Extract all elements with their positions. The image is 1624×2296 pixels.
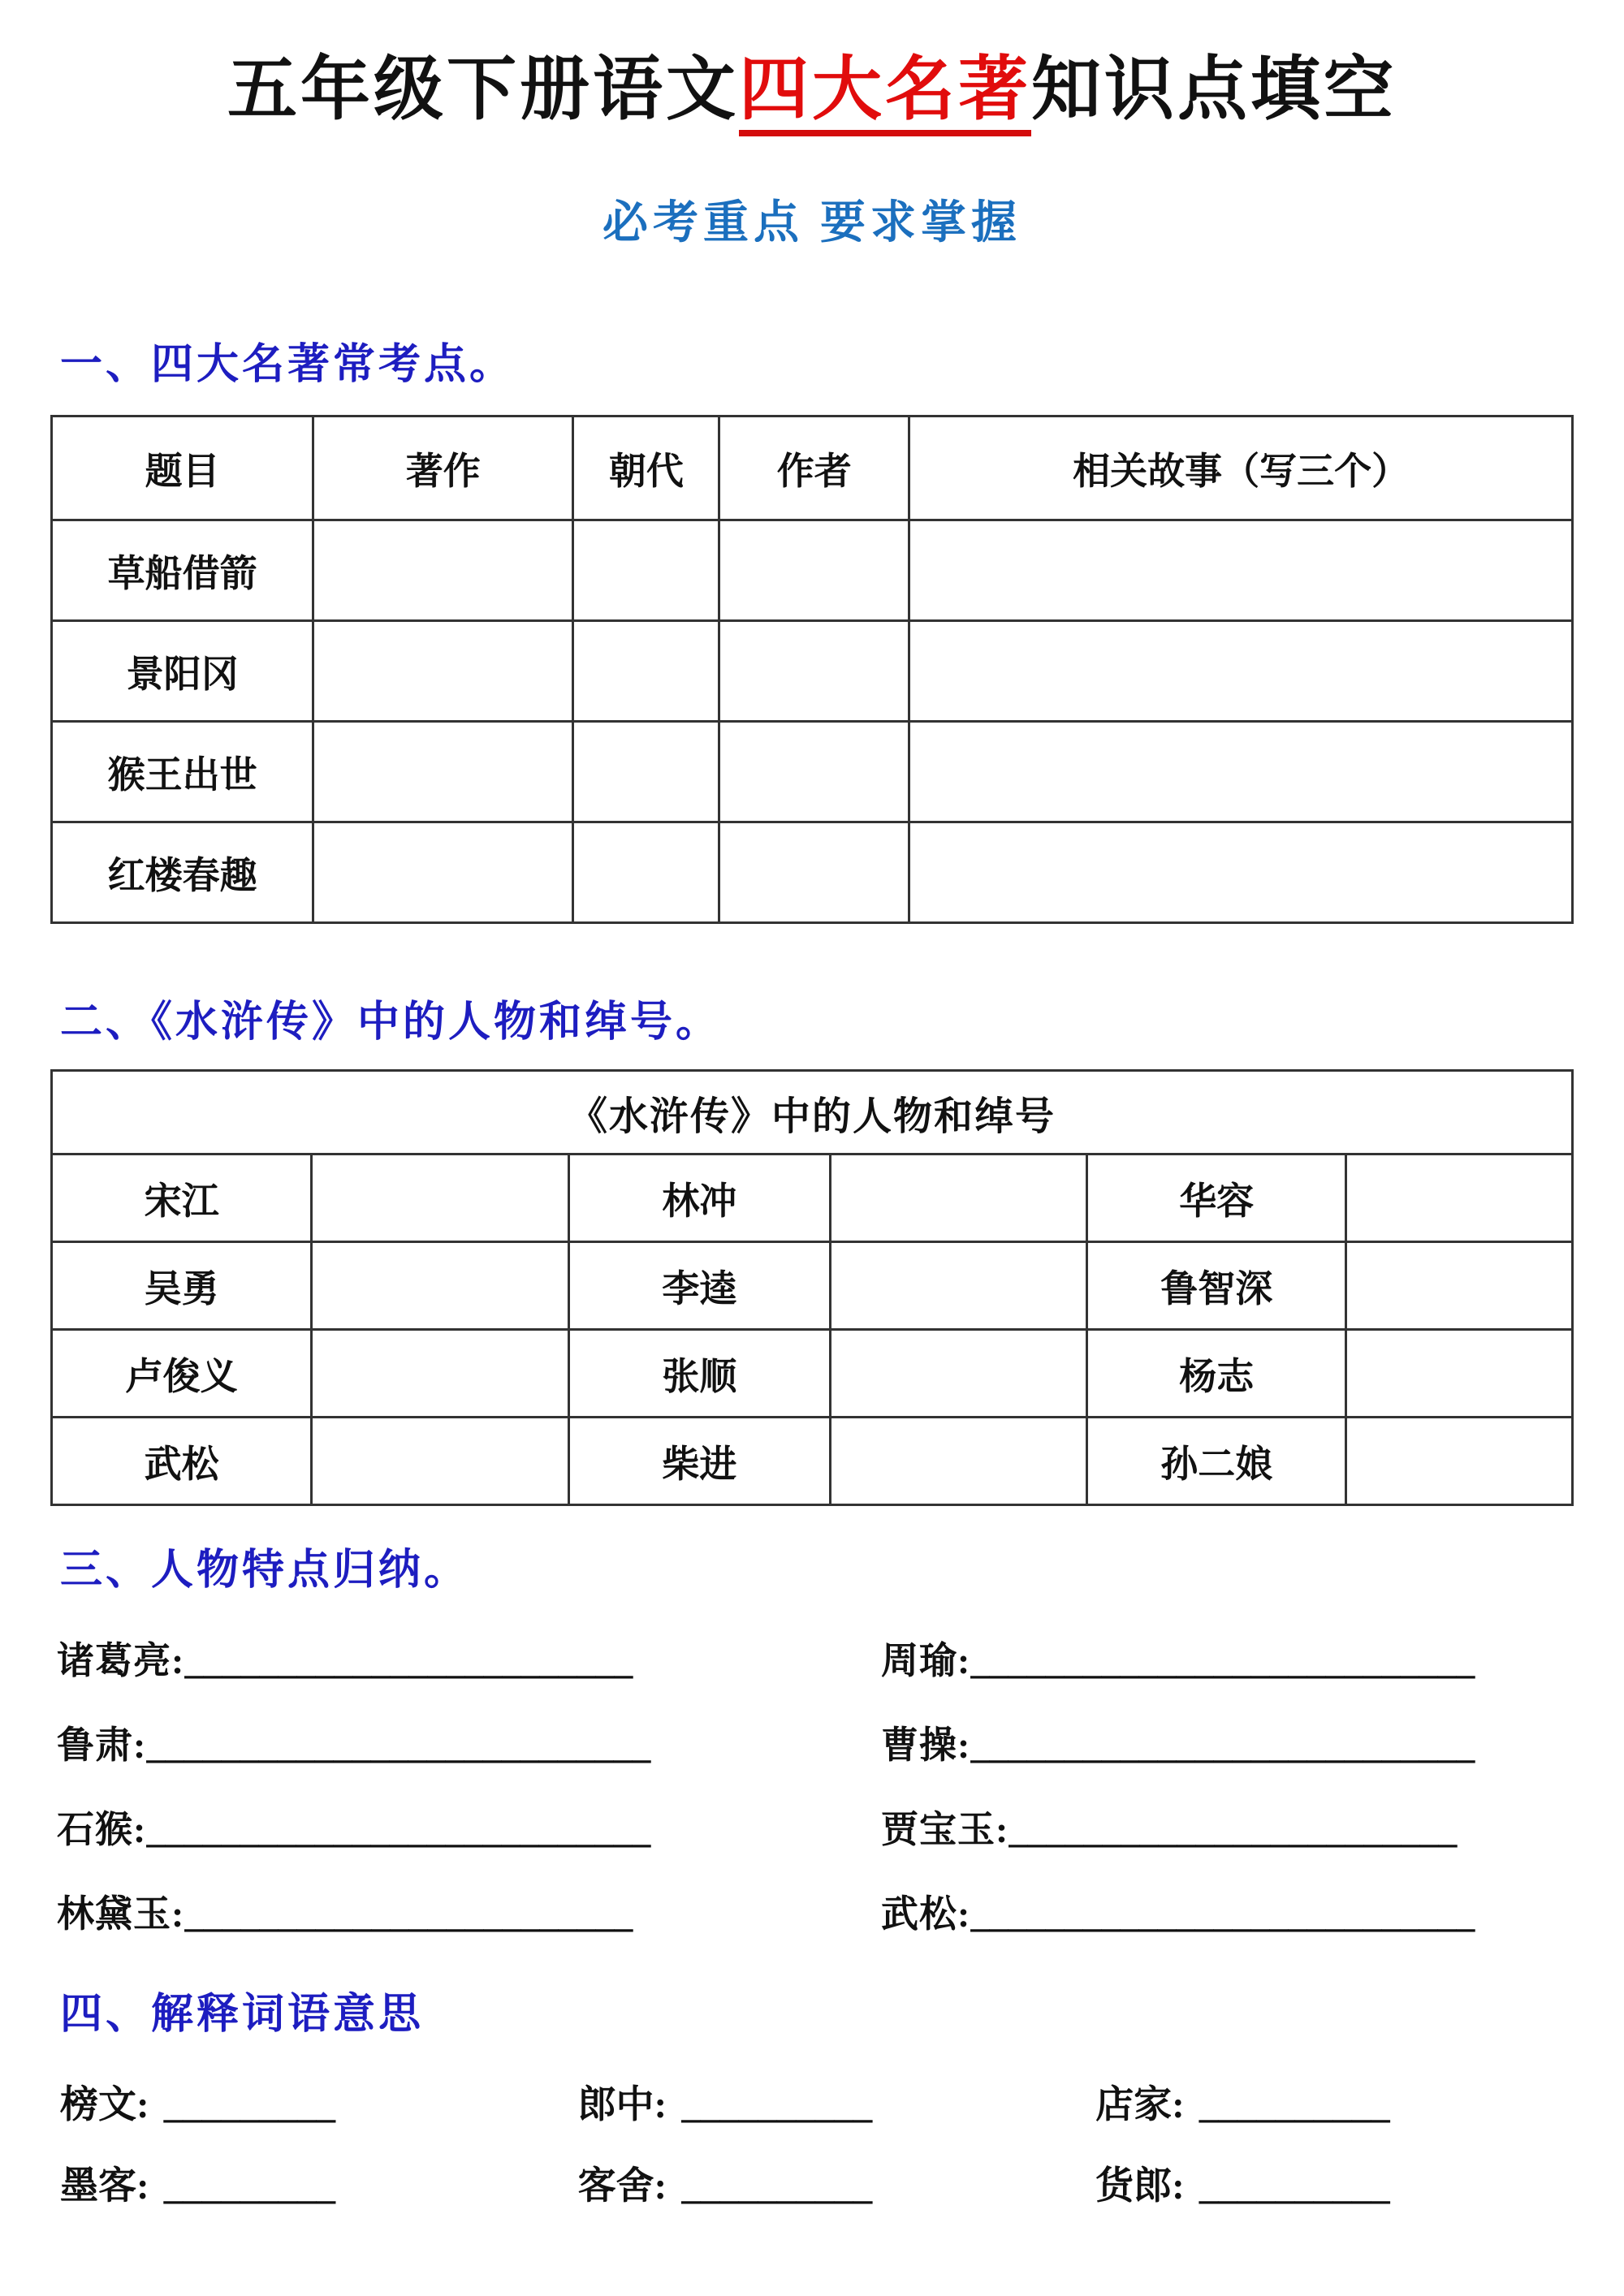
nickname-blank-cell bbox=[1345, 1418, 1572, 1505]
character-name-cell: 宋江 bbox=[52, 1154, 312, 1242]
character-item bbox=[57, 1703, 743, 1788]
term-item bbox=[578, 2146, 1096, 2227]
col-header-dynasty: 朝代 bbox=[573, 416, 719, 520]
fill-blank: __________ bbox=[1199, 2165, 1390, 2208]
row-title-cell: 景阳冈 bbox=[52, 621, 313, 722]
nickname-blank-cell bbox=[830, 1418, 1087, 1505]
term-item bbox=[578, 2065, 1096, 2146]
character-item bbox=[57, 1788, 743, 1872]
term-label: 榜文: bbox=[60, 2084, 149, 2127]
table-row bbox=[52, 822, 1573, 923]
answer-cell bbox=[573, 621, 719, 722]
table-row bbox=[52, 1418, 1573, 1505]
character-name-cell: 孙二娘 bbox=[1087, 1418, 1345, 1505]
character-label: 武松: bbox=[881, 1893, 971, 1936]
fill-blank: __________ bbox=[681, 2084, 873, 2127]
answer-cell bbox=[909, 722, 1573, 822]
term-label: 店家: bbox=[1095, 2084, 1185, 2127]
fill-blank: ___________________________ bbox=[146, 1809, 651, 1851]
row-title-cell: 猴王出世 bbox=[52, 722, 313, 822]
character-item bbox=[881, 1872, 1567, 1957]
character-item bbox=[881, 1619, 1567, 1703]
fill-blank: _________ bbox=[163, 2084, 336, 2127]
page-subtitle: 必考重点 要求掌握 bbox=[603, 198, 1021, 249]
answer-cell bbox=[313, 621, 573, 722]
character-name-cell: 鲁智深 bbox=[1087, 1242, 1345, 1330]
answer-cell bbox=[909, 822, 1573, 923]
character-item bbox=[881, 1703, 1567, 1788]
answer-cell bbox=[313, 520, 573, 621]
page-title bbox=[50, 42, 1574, 136]
answer-cell bbox=[313, 722, 573, 822]
word-meaning-list bbox=[50, 2065, 1574, 2227]
nickname-blank-cell bbox=[1345, 1330, 1572, 1418]
character-name-cell: 柴进 bbox=[568, 1418, 830, 1505]
answer-cell bbox=[313, 822, 573, 923]
nickname-blank-cell bbox=[830, 1330, 1087, 1418]
fill-blank: ___________________________ bbox=[146, 1724, 651, 1767]
fill-blank: _________ bbox=[163, 2165, 336, 2208]
answer-cell bbox=[909, 520, 1573, 621]
term-label: 客舍: bbox=[577, 2165, 667, 2208]
character-label: 周瑜: bbox=[881, 1640, 971, 1682]
row-title-cell: 红楼春趣 bbox=[52, 822, 313, 923]
term-item bbox=[60, 2146, 578, 2227]
term-item bbox=[1095, 2065, 1564, 2146]
table-row bbox=[52, 621, 1573, 722]
term-label: 郎中: bbox=[577, 2084, 667, 2127]
character-name-cell: 武松 bbox=[52, 1418, 312, 1505]
nickname-blank-cell bbox=[312, 1154, 569, 1242]
character-label: 鲁肃: bbox=[57, 1724, 147, 1767]
fill-blank: ___________________________ bbox=[970, 1724, 1475, 1767]
nickname-blank-cell bbox=[830, 1242, 1087, 1330]
nickname-blank-cell bbox=[312, 1330, 569, 1418]
fill-blank: __________ bbox=[1199, 2084, 1390, 2127]
character-label: 贾宝玉: bbox=[881, 1809, 1009, 1851]
answer-cell bbox=[719, 722, 909, 822]
classics-header-row bbox=[52, 416, 1573, 520]
character-name-cell: 杨志 bbox=[1087, 1330, 1345, 1418]
character-label: 林黛玉: bbox=[57, 1893, 185, 1936]
water-margin-table bbox=[50, 1069, 1574, 1506]
term-label: 货郎: bbox=[1095, 2165, 1185, 2208]
character-label: 曹操: bbox=[881, 1724, 971, 1767]
col-header-stories: 相关故事（写三个） bbox=[909, 416, 1573, 520]
character-name-cell: 吴勇 bbox=[52, 1242, 312, 1330]
section4-heading: 四、解释词语意思 bbox=[60, 1992, 425, 2039]
character-item bbox=[57, 1619, 743, 1703]
section3-heading: 三、人物特点归纳。 bbox=[60, 1547, 470, 1595]
answer-cell bbox=[573, 822, 719, 923]
nickname-blank-cell bbox=[830, 1154, 1087, 1242]
character-name-cell: 林冲 bbox=[568, 1154, 830, 1242]
col-header-title: 题目 bbox=[52, 416, 313, 520]
character-name-cell: 卢俊义 bbox=[52, 1330, 312, 1418]
character-name-cell: 张顺 bbox=[568, 1330, 830, 1418]
fill-blank: ________________________ bbox=[184, 1640, 633, 1682]
title-prefix: 五年级下册语文 bbox=[227, 50, 739, 128]
table-row bbox=[52, 520, 1573, 621]
answer-cell bbox=[573, 722, 719, 822]
nickname-blank-cell bbox=[312, 1242, 569, 1330]
table-row bbox=[52, 1154, 1573, 1242]
answer-cell bbox=[719, 520, 909, 621]
table-row bbox=[52, 1242, 1573, 1330]
row-title-cell: 草船借箭 bbox=[52, 520, 313, 621]
character-label: 石猴: bbox=[57, 1809, 147, 1851]
nickname-blank-cell bbox=[1345, 1154, 1572, 1242]
table-row bbox=[52, 1330, 1573, 1418]
term-item bbox=[60, 2065, 578, 2146]
nickname-blank-cell bbox=[312, 1418, 569, 1505]
term-item bbox=[1095, 2146, 1564, 2227]
answer-cell bbox=[573, 520, 719, 621]
answer-cell bbox=[719, 621, 909, 722]
answer-cell bbox=[719, 822, 909, 923]
title-suffix: 知识点填空 bbox=[1031, 50, 1397, 128]
term-label: 墨客: bbox=[60, 2165, 149, 2208]
table-row bbox=[52, 722, 1573, 822]
col-header-author: 作者 bbox=[719, 416, 909, 520]
fill-blank: ________________________ bbox=[184, 1893, 633, 1936]
section2-heading: 二、《水浒传》中的人物和绰号。 bbox=[60, 999, 722, 1047]
character-name-cell: 李逵 bbox=[568, 1242, 830, 1330]
character-item bbox=[881, 1788, 1567, 1872]
fill-blank: ________________________ bbox=[1009, 1809, 1458, 1851]
table-title-row bbox=[52, 1071, 1573, 1154]
col-header-work: 著作 bbox=[313, 416, 573, 520]
fill-blank: ___________________________ bbox=[970, 1893, 1475, 1936]
character-name-cell: 华容 bbox=[1087, 1154, 1345, 1242]
section1-heading: 一、四大名著常考点。 bbox=[60, 342, 516, 389]
classics-table bbox=[50, 415, 1574, 924]
character-traits-list bbox=[50, 1619, 1574, 1957]
character-item bbox=[57, 1872, 743, 1957]
character-label: 诸葛亮: bbox=[57, 1640, 185, 1682]
title-highlight: 四大名著 bbox=[739, 50, 1031, 136]
fill-blank: __________ bbox=[681, 2165, 873, 2208]
fill-blank: ___________________________ bbox=[970, 1640, 1475, 1682]
nickname-blank-cell bbox=[1345, 1242, 1572, 1330]
table-title: 《水浒传》中的人物和绰号 bbox=[52, 1071, 1573, 1154]
answer-cell bbox=[909, 621, 1573, 722]
